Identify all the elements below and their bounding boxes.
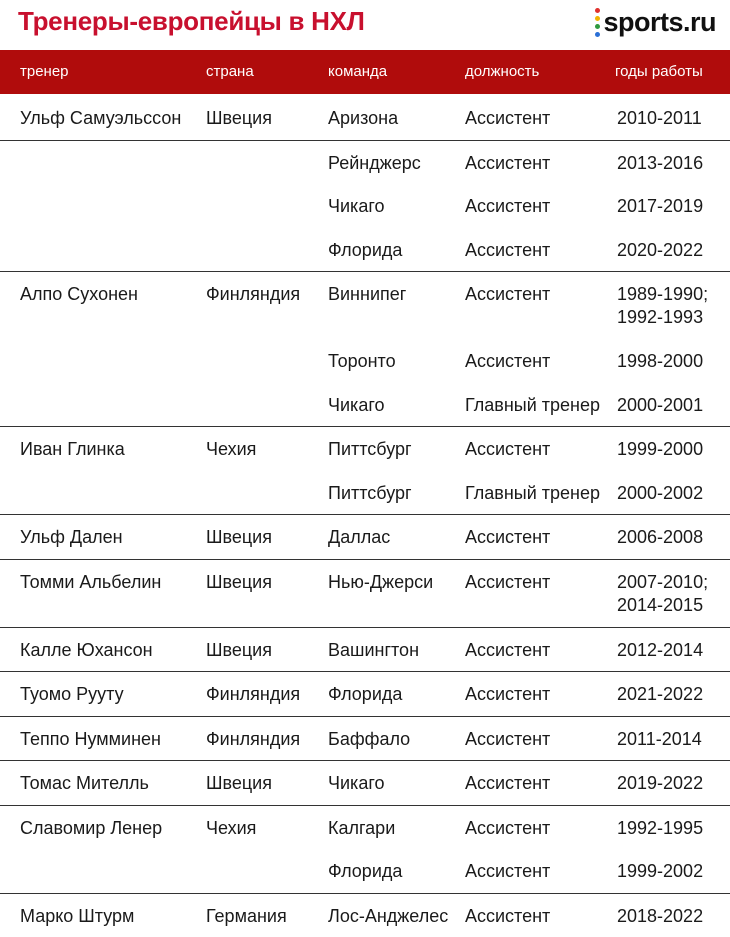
coach-team: Питтсбург: [328, 482, 412, 505]
table-row: [0, 717, 730, 761]
coach-team: Виннипег: [328, 283, 406, 306]
title-bar: [0, 0, 730, 50]
table-row: [0, 894, 730, 937]
coach-team: Флорида: [328, 683, 402, 706]
coach-name: Томас Мителль: [20, 772, 149, 795]
coach-team: Флорида: [328, 860, 402, 883]
table-header: [0, 50, 730, 94]
coach-group: [0, 560, 730, 628]
coach-position: Ассистент: [465, 728, 550, 751]
coach-country: Финляндия: [206, 728, 300, 751]
coach-position: Ассистент: [465, 195, 550, 218]
table-row: [0, 515, 730, 559]
logo-dot-red: [595, 8, 600, 13]
coach-group: [0, 806, 730, 894]
coach-position: Ассистент: [465, 571, 550, 594]
coach-group: [0, 96, 730, 141]
coach-years-line: 2000-2001: [617, 394, 703, 417]
table-row: [0, 672, 730, 716]
coach-group: [0, 427, 730, 515]
coach-years-line: 2012-2014: [617, 639, 703, 662]
coach-years-line: 2017-2019: [617, 195, 703, 218]
table-row: [0, 560, 730, 627]
coach-team: Калгари: [328, 817, 395, 840]
coach-years: [617, 526, 703, 549]
coach-team: Даллас: [328, 526, 390, 549]
coach-country: Чехия: [206, 817, 256, 840]
coach-team: Рейнджерс: [328, 152, 421, 175]
logo-dot-blue: [595, 32, 600, 37]
table-row: [0, 849, 730, 893]
table-row: [0, 427, 730, 471]
coaches-table: [0, 96, 730, 937]
coach-years-line: 2014-2015: [617, 594, 708, 617]
table-row: [0, 383, 730, 427]
coach-group: [0, 141, 730, 273]
coach-name: Марко Штурм: [20, 905, 134, 928]
page-title: Тренеры-европейцы в НХЛ: [18, 6, 365, 37]
table-row: [0, 272, 730, 339]
coach-team: Флорида: [328, 239, 402, 262]
coach-years-line: 2010-2011: [617, 107, 702, 130]
header-position: должность: [465, 63, 539, 80]
coach-position: Ассистент: [465, 350, 550, 373]
coach-years-line: 2011-2014: [617, 728, 702, 751]
coach-team: Чикаго: [328, 195, 385, 218]
coach-years: [617, 195, 703, 218]
coach-years-line: 1999-2002: [617, 860, 703, 883]
coach-years: [617, 350, 703, 373]
table-row: [0, 471, 730, 515]
table-row: [0, 628, 730, 672]
coach-position: Ассистент: [465, 772, 550, 795]
coach-group: [0, 515, 730, 560]
coach-position: Ассистент: [465, 107, 550, 130]
coach-country: Швеция: [206, 571, 272, 594]
table-row: [0, 141, 730, 185]
coach-years: [617, 905, 703, 928]
coach-position: Ассистент: [465, 905, 550, 928]
table-row: [0, 96, 730, 140]
coach-years: [617, 772, 703, 795]
logo-text: sports.ru: [603, 7, 716, 38]
coach-team: Нью-Джерси: [328, 571, 433, 594]
coach-years: [617, 283, 708, 329]
coach-years: [617, 728, 702, 751]
coach-years: [617, 438, 703, 461]
coach-years-line: 1992-1995: [617, 817, 703, 840]
coach-years-line: 2018-2022: [617, 905, 703, 928]
coach-team: Чикаго: [328, 394, 385, 417]
coach-position: Ассистент: [465, 526, 550, 549]
table-row: [0, 761, 730, 805]
coach-position: Ассистент: [465, 639, 550, 662]
coach-years: [617, 683, 703, 706]
logo-dot-green: [595, 24, 600, 29]
coach-years-line: 1999-2000: [617, 438, 703, 461]
coach-country: Швеция: [206, 107, 272, 130]
coach-group: [0, 672, 730, 717]
coach-years: [617, 107, 702, 130]
coach-group: [0, 761, 730, 806]
coach-years-line: 2021-2022: [617, 683, 703, 706]
table-row: [0, 806, 730, 850]
coach-years-line: 1992-1993: [617, 306, 708, 329]
coach-years: [617, 639, 703, 662]
coach-group: [0, 628, 730, 673]
coach-country: Швеция: [206, 526, 272, 549]
coach-position: Ассистент: [465, 860, 550, 883]
coach-group: [0, 894, 730, 937]
header-team: команда: [328, 63, 387, 80]
coach-years: [617, 394, 703, 417]
logo-dots-icon: [595, 8, 600, 37]
header-coach: тренер: [20, 63, 69, 80]
coach-years: [617, 817, 703, 840]
coach-position: Ассистент: [465, 817, 550, 840]
coach-years: [617, 239, 703, 262]
coach-group: [0, 717, 730, 762]
coach-country: Чехия: [206, 438, 256, 461]
header-country: страна: [206, 63, 254, 80]
coach-country: Германия: [206, 905, 287, 928]
coach-name: Теппо Нумминен: [20, 728, 161, 751]
coach-position: Ассистент: [465, 152, 550, 175]
coach-years-line: 2019-2022: [617, 772, 703, 795]
coach-team: Вашингтон: [328, 639, 419, 662]
coach-team: Торонто: [328, 350, 396, 373]
coach-years-line: 2013-2016: [617, 152, 703, 175]
header-years: годы работы: [615, 63, 703, 80]
coach-position: Главный тренер: [465, 482, 600, 505]
coach-years: [617, 571, 708, 617]
coach-name: Ульф Дален: [20, 526, 123, 549]
coach-years-line: 2020-2022: [617, 239, 703, 262]
coach-team: Баффало: [328, 728, 410, 751]
coach-name: Иван Глинка: [20, 438, 125, 461]
coach-years-line: 2006-2008: [617, 526, 703, 549]
coach-country: Финляндия: [206, 683, 300, 706]
coach-position: Ассистент: [465, 683, 550, 706]
coach-years-line: 2000-2002: [617, 482, 703, 505]
table-row: [0, 184, 730, 228]
coach-country: Швеция: [206, 772, 272, 795]
coach-years: [617, 482, 703, 505]
coach-country: Швеция: [206, 639, 272, 662]
logo-dot-yellow: [595, 16, 600, 21]
coach-years-line: 1998-2000: [617, 350, 703, 373]
coach-team: Лос-Анджелес: [328, 905, 448, 928]
coach-years: [617, 152, 703, 175]
coach-team: Чикаго: [328, 772, 385, 795]
sports-ru-logo: [595, 4, 716, 40]
coach-team: Питтсбург: [328, 438, 412, 461]
coach-position: Ассистент: [465, 239, 550, 262]
coach-years-line: 1989-1990;: [617, 283, 708, 306]
table-row: [0, 339, 730, 383]
coach-position: Ассистент: [465, 438, 550, 461]
table-row: [0, 228, 730, 272]
coach-name: Ульф Самуэльссон: [20, 107, 181, 130]
coach-name: Славомир Ленер: [20, 817, 162, 840]
coach-years-line: 2007-2010;: [617, 571, 708, 594]
coach-group: [0, 272, 730, 427]
coach-position: Ассистент: [465, 283, 550, 306]
coach-team: Аризона: [328, 107, 398, 130]
coach-name: Алпо Сухонен: [20, 283, 138, 306]
coach-name: Калле Юхансон: [20, 639, 153, 662]
coach-name: Томми Альбелин: [20, 571, 161, 594]
coach-name: Туомо Рууту: [20, 683, 124, 706]
coach-position: Главный тренер: [465, 394, 600, 417]
coach-country: Финляндия: [206, 283, 300, 306]
coach-years: [617, 860, 703, 883]
